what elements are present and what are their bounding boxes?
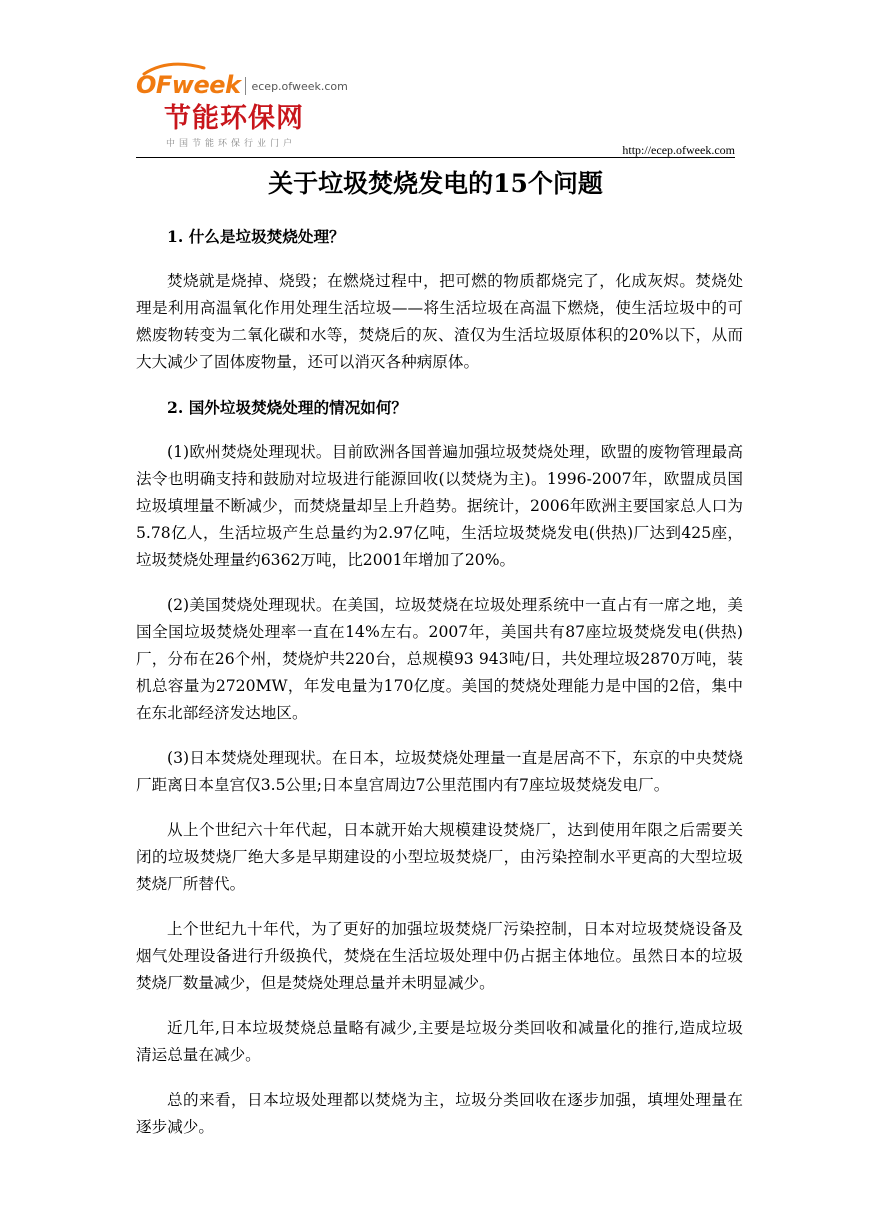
logo-divider <box>245 77 246 95</box>
logo-tagline: 中国节能环保行业门户 <box>166 139 297 149</box>
header-page-url[interactable]: http://ecep.ofweek.com <box>622 143 735 157</box>
document-body <box>136 223 743 1159</box>
section-heading: 1. 什么是垃圾焚烧处理？ <box>167 227 345 246</box>
paragraph: 上个世纪九十年代，为了更好的加强垃圾焚烧厂污染控制，日本对垃圾焚烧设备及烟气处理设备进行升级换代，焚烧在生活垃圾处理中仍占据主体地位。虽然日本的垃圾焚烧厂数量减少，但是焚烧处理总量并未明显减少。 <box>136 920 743 992</box>
section-heading: 2. 国外垃圾焚烧处理的情况如何？ <box>167 398 408 417</box>
paragraph: (2)美国焚烧处理现状。在美国，垃圾焚烧在垃圾处理系统中一直占有一席之地，美国全国垃圾焚烧处理率一直在14%左右。2007年，美国共有87座垃圾焚烧发电(供热)厂，分布在26个州，焚烧炉共220台，总规模93 943吨/日，共处理垃圾2870万吨，装机总容量为2720MW，年发电量为170亿度。美国的焚烧处理能力是中国的2倍，集中在东北部经济发达地区。 <box>136 596 743 722</box>
paragraph: 焚烧就是烧掉、烧毁；在燃烧过程中，把可燃的物质都烧完了，化成灰烬。焚烧处理是利用高温氧化作用处理生活垃圾——将生活垃圾在高温下燃烧，使生活垃圾中的可燃废物转变为二氧化碳和水等，焚烧后的灰、渣仅为生活垃圾原体积的20%以下，从而大大减少了固体废物量，还可以消灭各种病原体。 <box>136 272 743 371</box>
document-title: 关于垃圾焚烧发电的15个问题 <box>268 169 603 198</box>
logo-site-title: 节能环保网 <box>164 103 304 134</box>
logo-arc-icon <box>138 60 208 76</box>
paragraph: 近几年,日本垃圾焚烧总量略有减少,主要是垃圾分类回收和减量化的推行,造成垃圾清运总量在减少。 <box>136 1019 743 1064</box>
paragraph: 总的来看，日本垃圾处理都以焚烧为主，垃圾分类回收在逐步加强，填埋处理量在逐步减少。 <box>136 1091 743 1136</box>
logo-brand: OFweek <box>136 71 241 99</box>
logo-url: ecep.ofweek.com <box>251 80 348 93</box>
paragraph: (1)欧州焚烧处理现状。目前欧洲各国普遍加强垃圾焚烧处理，欧盟的废物管理最高法令也明确支持和鼓励对垃圾进行能源回收(以焚烧为主)。1996-2007年，欧盟成员国垃圾填埋量不断减少，而焚烧量却呈上升趋势。据统计，2006年欧洲主要国家总人口为5.78亿人，生活垃圾产生总量约为2.97亿吨，生活垃圾焚烧发电(供热)厂达到425座，垃圾焚烧处理量约6362万吨，比2001年增加了20%。 <box>136 443 743 569</box>
header-divider <box>136 157 735 158</box>
section-2 <box>136 394 743 1141</box>
paragraph: (3)日本焚烧处理现状。在日本，垃圾焚烧处理量一直是居高不下，东京的中央焚烧厂距离日本皇宫仅3.5公里;日本皇宫周边7公里范围内有7座垃圾焚烧发电厂。 <box>136 749 743 794</box>
section-1 <box>136 223 743 376</box>
paragraph: 从上个世纪六十年代起，日本就开始大规模建设焚烧厂，达到使用年限之后需要关闭的垃圾焚烧厂绝大多是早期建设的小型垃圾焚烧厂，由污染控制水平更高的大型垃圾焚烧厂所替代。 <box>136 821 743 893</box>
site-logo[interactable] <box>136 68 356 158</box>
